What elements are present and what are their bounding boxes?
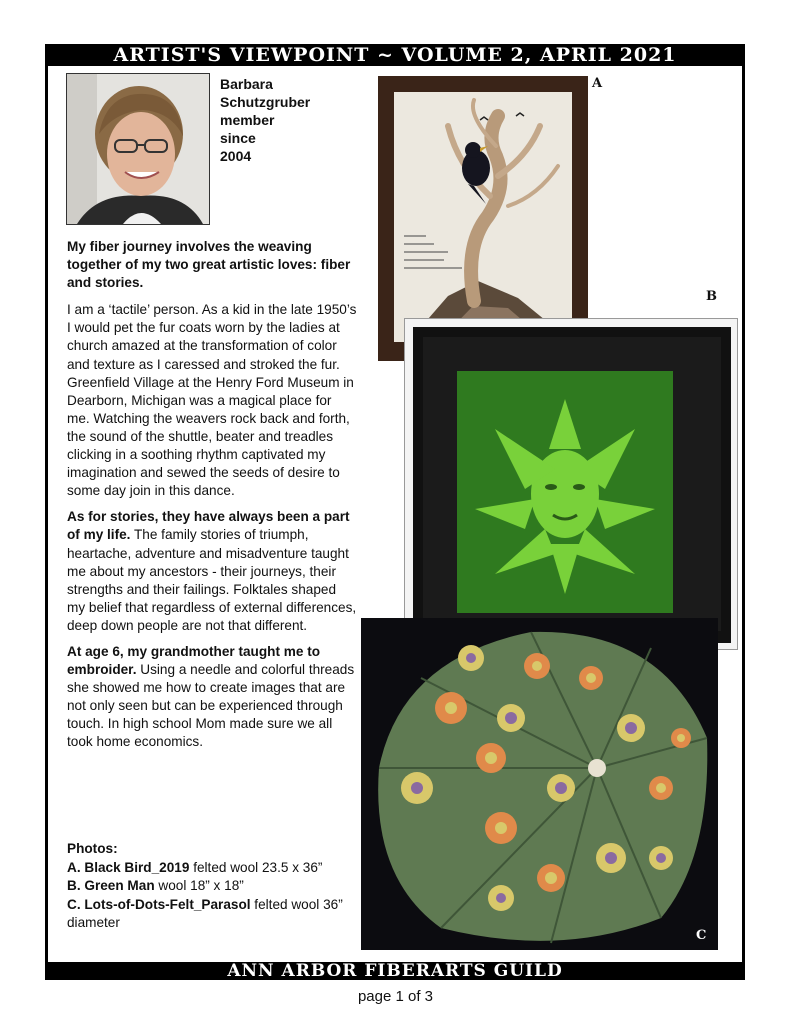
photo-credit-a: A. Black Bird_2019 felted wool 23.5 x 36” [67,859,323,875]
embroider-paragraph: At age 6, my grandmother taught me to embroider. Using a needle and colorful threads she showed me how to create images that are not only seen but can be experienced through touch. In high school Mom made sure we all took home economics. [67,643,355,750]
artist-portrait [66,73,210,225]
stories-paragraph: As for stories, they have always been a part of my life. The family stories of triumph, heartache, adventure and misadventure taught me about my ancestors - their journeys, their strengths and their failings. Folktales shaped my belief that regardless of external differences, deep down people are not that different. [67,509,357,633]
artwork-c-parasol [361,618,718,950]
artwork-b-green-man [404,318,738,650]
footer-banner: ANN ARBOR FIBERARTS GUILD [45,962,745,980]
intro-paragraph: My fiber journey involves the weaving together of my two great artistic loves: fiber and stories. [67,239,351,291]
label-a: A [592,76,603,91]
artist-name: Barbara Schutzgruber member since 2004 [220,76,311,164]
header-banner: ARTIST'S VIEWPOINT ~ VOLUME 2, APRIL 2021 [45,44,745,66]
label-c: C [696,928,707,943]
photos-heading: Photos: [67,841,118,856]
photo-credits [67,840,357,933]
photo-credit-c: C. Lots-of-Dots-Felt_Parasol felted wool 36” diameter [67,896,343,930]
tactile-paragraph: I am a ‘tactile’ person. As a kid in the late 1950’s I would pet the fur coats worn by the ladies at church amazed at the transformation of color and texture as I caressed and stroked the fur. Greenfield Village at the Henry Ford Museum in Dearborn, Michigan was a magical place for me. Watching the weavers rock back and forth, the sound of the shuttle, beater and treadles clicking in a soothing rhythm captivated my imagination and sewed the seeds of desire to some day join in this dance. [67,302,357,499]
article-body [67,238,357,760]
page-number: page 1 of 3 [357,988,434,1005]
photo-credit-b: B. Green Man wool 18” x 18” [67,878,244,893]
label-b: B [706,289,717,304]
